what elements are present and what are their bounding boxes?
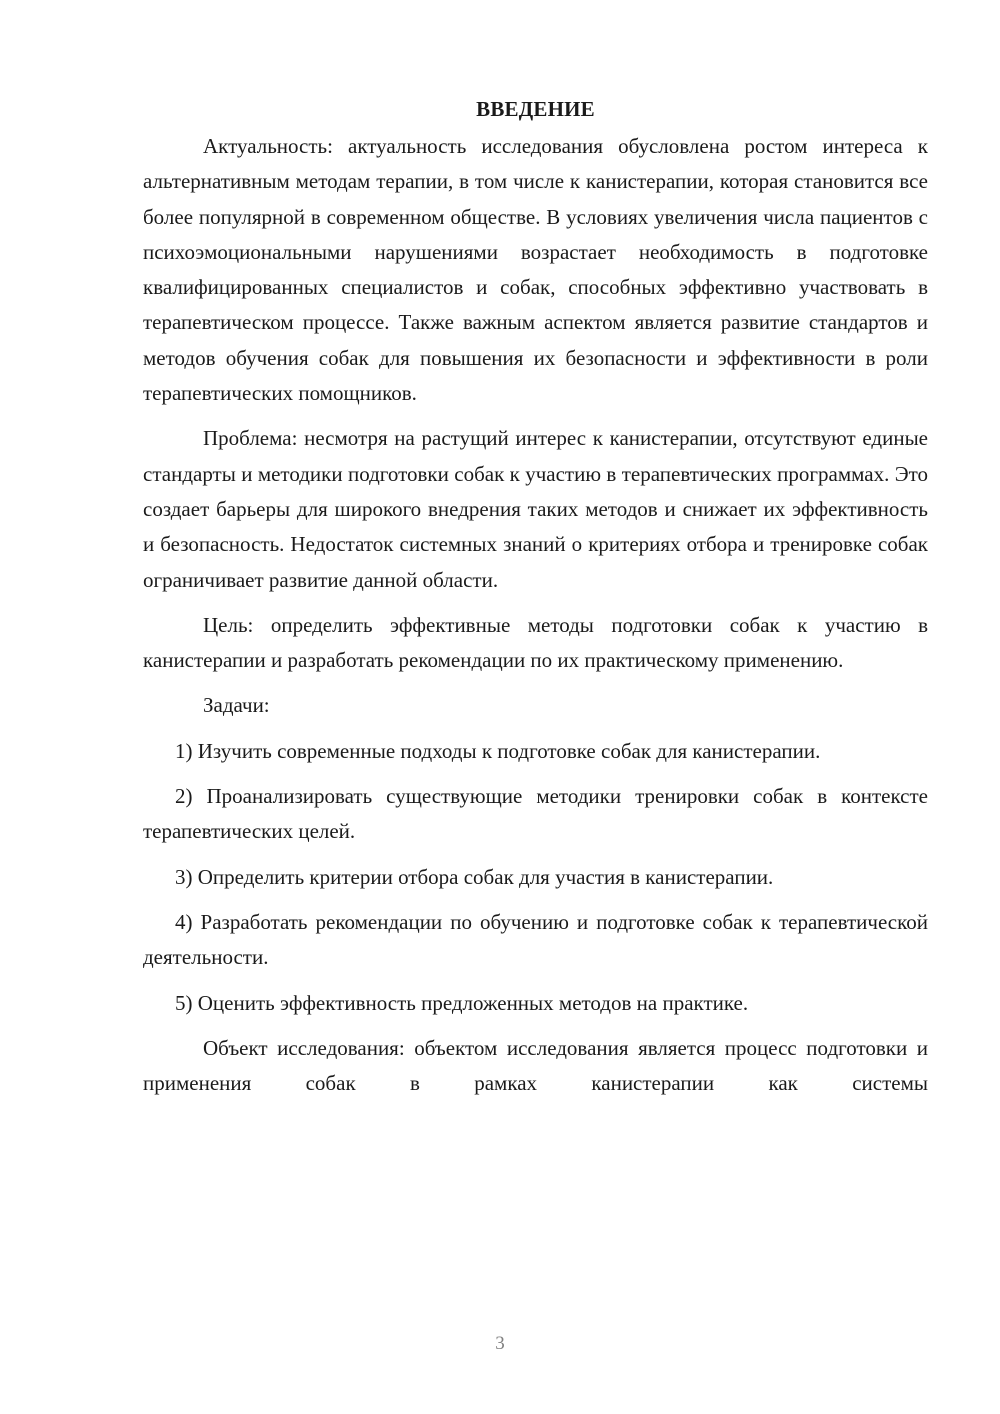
task-item-4: 4) Разработать рекомендации по обучению и подготовке собак к терапевтической деятельности. [143, 909, 928, 970]
task-item-3: 3) Определить критерии отбора собак для участия в канистерапии. [175, 864, 774, 889]
task-item-1: 1) Изучить современные подходы к подготовке собак для канистерапии. [175, 738, 821, 763]
relevance-paragraph: Актуальность: актуальность исследования обусловлена ростом интереса к альтернативным методам терапии, в том числе к канистерапии, которая становится все более популярной в современном обществе. В условиях увеличения числа пациентов с психоэмоциональными нарушениями возрастает необходимость в подготовке квалифицированных специалистов и собак, способных эффективно участвовать в терапевтическом процессе. Также важным аспектом является развитие стандартов и методов обучения собак для повышения их безопасности и эффективности в роли терапевтических помощников. [143, 134, 928, 406]
page-number: 3 [495, 1333, 505, 1354]
object-paragraph: Объект исследования: объектом исследования является процесс подготовки и применения собак в рамках канистерапии как системы [143, 1035, 928, 1096]
section-title: ВВЕДЕНИЕ [476, 97, 595, 121]
tasks-heading: Задачи: [203, 693, 270, 718]
task-item-2: 2) Проанализировать существующие методики тренировки собак в контексте терапевтических целей. [143, 784, 928, 844]
task-item-5: 5) Оценить эффективность предложенных методов на практике. [175, 990, 749, 1015]
problem-paragraph: Проблема: несмотря на растущий интерес к канистерапии, отсутствуют единые стандарты и методики подготовки собак к участию в терапевтических программах. Это создает барьеры для широкого внедрения таких методов и снижает их эффективность и безопасность. Недостаток системных знаний о критериях отбора и тренировке собак ограничивает развитие данной области. [143, 426, 928, 592]
document-page [143, 92, 928, 1111]
goal-paragraph: Цель: определить эффективные методы подготовки собак к участию в канистерапии и разработать рекомендации по их практическому применению. [143, 612, 928, 673]
